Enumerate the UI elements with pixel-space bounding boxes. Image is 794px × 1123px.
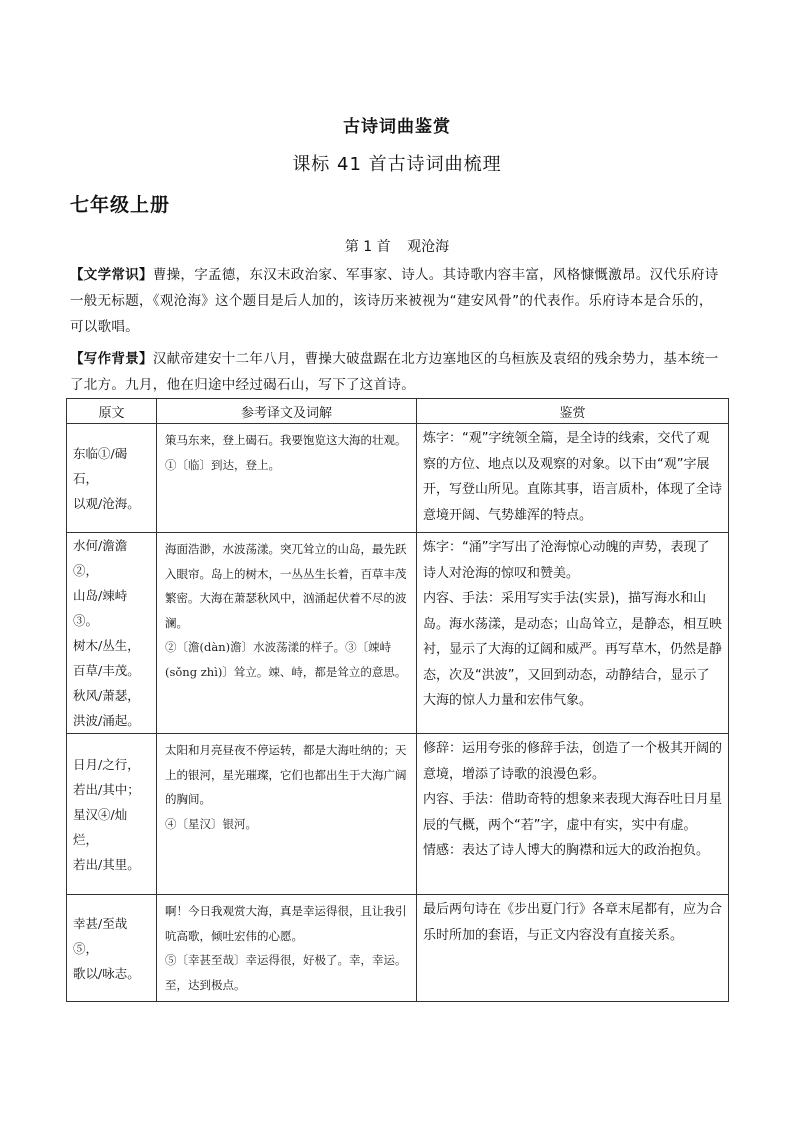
original-line: 山岛/竦峙③。 [73, 588, 128, 628]
translation-cell [157, 424, 417, 533]
translation-cell [157, 895, 417, 1002]
original-line: 星汉④/灿烂， [73, 806, 128, 847]
original-line: 水何/澹澹②， [73, 538, 128, 578]
table-row [67, 424, 729, 533]
header-translation: 参考译文及词解 [157, 399, 417, 424]
original-line: 洪波/涌起。 [73, 713, 140, 728]
page-title: 古诗词曲鉴赏 [343, 117, 451, 137]
background-paragraph [70, 346, 726, 398]
page-subtitle: 课标 41 首古诗词曲梳理 [292, 154, 502, 175]
appreciation-text: 修辞：运用夸张的修辞手法，创造了一个极其开阔的意境，增添了诗歌的浪漫色彩。 [423, 741, 723, 782]
table-row [67, 533, 729, 734]
background-text: 汉献帝建安十二年八月，曹操大破盘踞在北方边塞地区的乌桓族及袁绍的残余势力，基本统一了北方。九月，他在归途中经过碣石山，写下了这首诗。 [70, 351, 719, 393]
grade-heading: 七年级上册 [70, 194, 171, 216]
word-note: ①〔临〕到达，登上。 [165, 457, 280, 472]
original-line: 东临①/碣石， [73, 445, 128, 486]
poem-name: 观沧海 [407, 239, 450, 255]
literature-text: 曹操，字孟德，东汉末政治家、军事家、诗人。其诗歌内容丰富，风格慷慨激昂。汉代乐府诗一般无标题，《观沧海》这个题目是后人加的，该诗历来被视为“建安风骨”的代表作。乐府诗本是合乐的，可以歌唱。 [70, 267, 719, 335]
word-note: ②〔澹(dàn)澹〕水波荡漾的样子。③〔竦峙(sǒng zhì)〕耸立。竦、峙，都是耸立的意思。 [165, 640, 407, 679]
table-header-row [67, 399, 729, 424]
translation-text: 策马东来，登上碣石。我要饱览这大海的壮观。 [165, 433, 407, 447]
background-tag: 【写作背景】 [70, 351, 153, 367]
original-line: 秋风/萧瑟， [73, 688, 140, 703]
original-line: 树木/丛生， [73, 638, 140, 653]
original-line: 若出/其里。 [73, 856, 140, 872]
translation-text: 海面浩渺，水波荡漾。突兀耸立的山岛，最先跃入眼帘。岛上的树木，一丛丛生长着，百草丰茂繁密。大海在萧瑟秋风中，汹涌起伏着不尽的波澜。 [165, 542, 407, 630]
appreciation-text: 内容、手法：采用写实手法(实景)，描写海水和山岛。海水荡漾，是动态；山岛耸立，是静态，相互映衬，显示了大海的辽阔和威严。再写草木，仍然是静态，次及“洪波”，又回到动态，动静结合，显示了大海的惊人力量和宏伟气象。 [423, 591, 723, 708]
literature-paragraph [70, 262, 726, 340]
original-line: 日月/之行， [73, 756, 140, 772]
original-cell [67, 895, 157, 1002]
original-line: 歌以/咏志。 [73, 965, 140, 981]
poem-number: 第 1 首 [344, 239, 391, 255]
table-row [67, 734, 729, 895]
appreciation-text: 内容、手法：借助奇特的想象来表现大海吞吐日月星辰的气概，两个“若”字，虚中有实，实中有虚。 [423, 792, 723, 833]
appreciation-cell [417, 424, 729, 533]
appreciation-text: 炼字：“涌”字写出了沧海惊心动魄的声势，表现了诗人对沧海的惊叹和赞美。 [423, 540, 710, 581]
table-row [67, 895, 729, 1002]
appreciation-text: 情感：表达了诗人博大的胸襟和远大的政治抱负。 [423, 843, 710, 858]
translation-text: 啊！今日我观赏大海，真是幸运得很，且让我引吭高歌，倾吐宏伟的心愿。 [165, 904, 407, 943]
appreciation-cell [417, 533, 729, 734]
translation-cell [157, 734, 417, 895]
header-original: 原文 [67, 399, 157, 424]
original-cell [67, 734, 157, 895]
word-note: ④〔星汉〕银河。 [165, 816, 257, 831]
poem-heading [0, 236, 794, 256]
translation-cell [157, 533, 417, 734]
original-cell [67, 424, 157, 533]
literature-tag: 【文学常识】 [70, 267, 153, 283]
original-line: 若出/其中； [73, 781, 140, 797]
original-line: 幸甚/至哉⑤， [73, 915, 128, 956]
original-line: 百草/丰茂。 [73, 663, 140, 678]
appreciation-text: 最后两句诗在《步出夏门行》各章末尾都有，应为合乐时所加的套语，与正文内容没有直接关系。 [423, 902, 723, 943]
translation-text: 太阳和月亮昼夜不停运转，都是大海吐纳的；天上的银河，星光璀璨，它们也都出生于大海广阔的胸间。 [165, 743, 407, 806]
header-appreciation: 鉴赏 [417, 399, 729, 424]
poem-table [66, 398, 729, 1002]
original-cell [67, 533, 157, 734]
appreciation-text: 炼字：“观”字统领全篇，是全诗的线索，交代了观察的方位、地点以及观察的对象。以下由“观”字展开，写登山所见。直陈其事，语言质朴，体现了全诗意境开阔、气势雄浑的特点。 [423, 431, 723, 523]
appreciation-cell [417, 734, 729, 895]
original-line: 以观/沧海。 [73, 495, 140, 511]
word-note: ⑤〔幸甚至哉〕幸运得很，好极了。幸，幸运。至，达到极点。 [165, 953, 407, 992]
appreciation-cell [417, 895, 729, 1002]
